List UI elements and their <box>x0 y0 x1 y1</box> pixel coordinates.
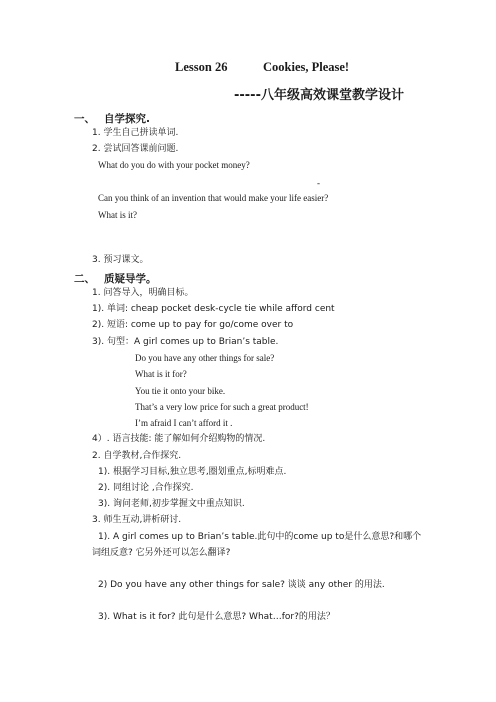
list-item: 2. 尝试回答课前问题. <box>92 144 179 154</box>
sentence-pattern: That’s a very low price for such a great product! <box>135 402 309 412</box>
list-item: 3. 师生互动,讲析研讨. <box>92 515 182 525</box>
list-item: 4）. 语言技能: 能了解如何介绍购物的情况. <box>92 434 266 444</box>
section-number: 二、 <box>74 273 95 285</box>
discussion-question: 2) Do you have any other things for sale? 谈谈 any other 的用法. <box>98 580 385 590</box>
question-text: Can you think of an invention that would make your life easier? <box>98 193 329 203</box>
sentence-pattern: Do you have any other things for sale? <box>135 353 275 363</box>
lesson-title: Cookies, Please! <box>263 60 350 74</box>
section-title: 自学探究. <box>104 113 150 125</box>
dash-mark: - <box>317 178 320 188</box>
list-item: 3. 预习课文。 <box>92 255 149 265</box>
section-title: 质疑导学。 <box>104 273 157 285</box>
section-number: 一、 <box>74 113 95 125</box>
list-item: 3). 询问老师,初步掌握文中重点知识. <box>98 499 245 509</box>
list-item: 1). 根据学习目标,独立思考,圈划重点,标明难点. <box>98 467 287 477</box>
list-item: 1. 问答导入，明确目标。 <box>92 288 194 298</box>
sentence-pattern: You tie it onto your bike. <box>135 386 226 396</box>
question-text: What is it? <box>98 210 137 220</box>
discussion-question: 3). What is it for? 此句是什么意思? What…for?的用法？ <box>98 612 335 622</box>
lesson-number: Lesson 26 <box>175 60 228 74</box>
list-item: 2). 同组讨论 ,合作探究. <box>98 483 194 493</box>
document-subtitle: -----八年级高效课堂教学设计 <box>234 88 404 103</box>
list-item: 2. 自学教材,合作探究. <box>92 451 182 461</box>
list-item: 3). 句型：A girl comes up to Brian’s table. <box>92 337 279 347</box>
discussion-question: 1). A girl comes up to Brian’s table.此句中的come up to是什么意思?和哪个 <box>98 532 422 542</box>
sentence-pattern: I’m afraid I can’t afford it . <box>135 418 233 428</box>
discussion-question: 词组反意? 它另外还可以怎么翻译? <box>92 548 231 558</box>
sentence-pattern: What is it for? <box>135 369 187 379</box>
list-item: 2). 短语: come up to pay for go/come over to <box>92 320 294 330</box>
list-item: 1). 单词: cheap pocket desk-cycle tie while afford cent <box>92 304 335 314</box>
list-item: 1. 学生自己拼读单词. <box>92 128 179 138</box>
question-text: What do you do with your pocket money? <box>98 160 250 170</box>
